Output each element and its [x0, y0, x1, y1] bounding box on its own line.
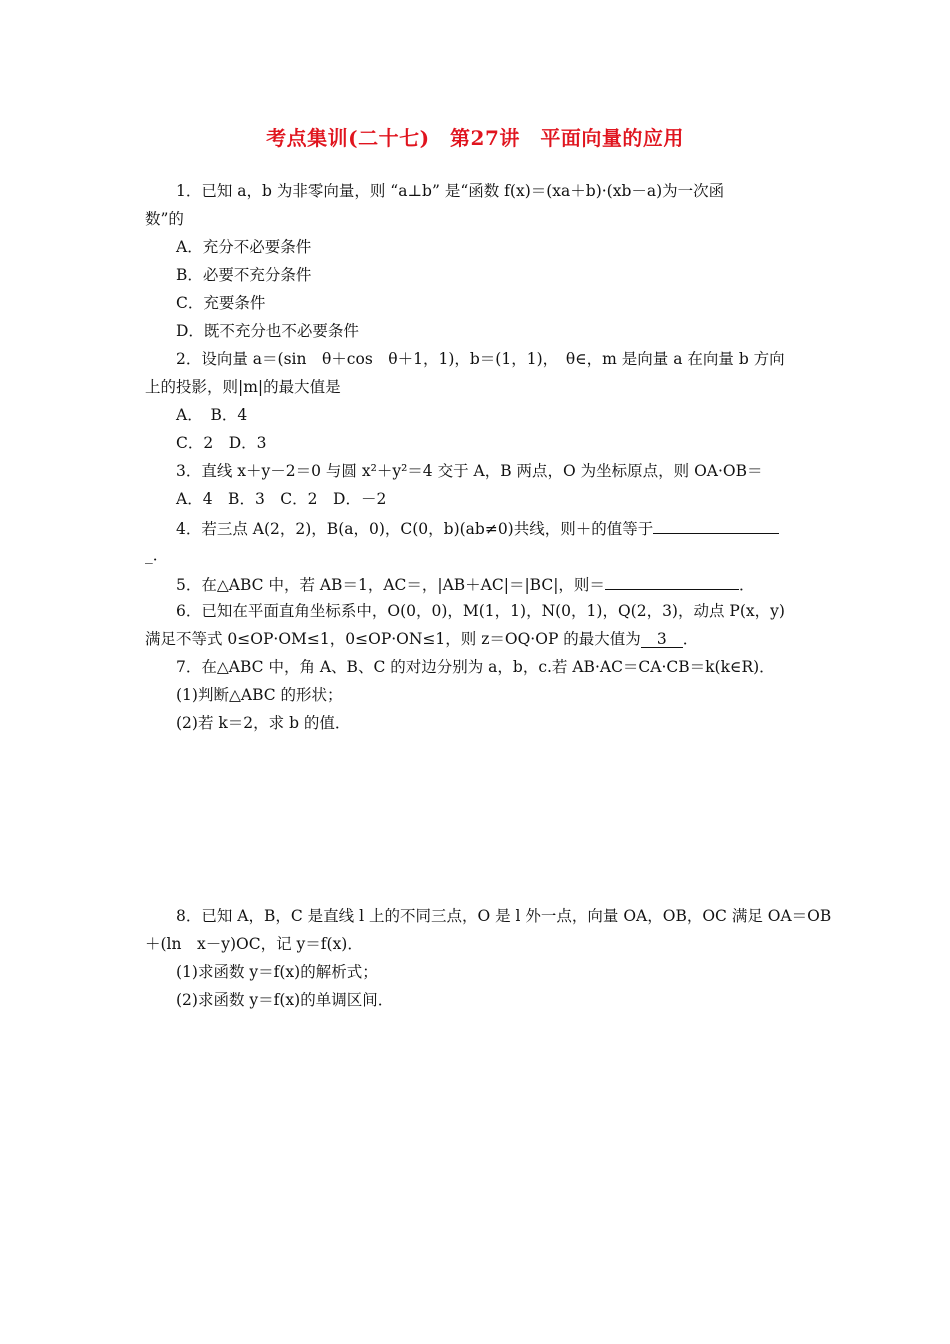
q7-part1: (1)判断△ABC 的形状； — [176, 686, 343, 704]
q6-stem-line2 — [145, 629, 698, 649]
q5-stem: 5．在△ABC 中，若 AB＝1，AC＝，|AB＋AC|＝|BC|，则＝ — [176, 576, 605, 594]
q6-stem-pre: 满足不等式 0≤OP·OM≤1，0≤OP·ON≤1，则 z＝OQ·OP 的最大值为 — [145, 630, 641, 648]
q2-stem-line2: 上的投影，则|m|的最大值是 — [145, 378, 341, 396]
q7-part2: (2)若 k＝2，求 b 的值． — [176, 714, 351, 732]
q2-stem-line1: 2．设向量 a＝(sin θ＋cos θ＋1，1)，b＝(1，1)， θ∈，m 是向量 a 在向量 b 方向 — [176, 350, 785, 368]
q2-options-line2: C．2 D．3 — [176, 434, 267, 452]
q1-option-c: C．充要条件 — [176, 294, 266, 312]
q6-stem-line1: 6．已知在平面直角坐标系中，O(0，0)，M(1，1)，N(0，1)，Q(2，3)，动点 P(x，y) — [176, 602, 785, 620]
q1-stem-line1: 1．已知 a，b 为非零向量，则 “a⊥b” 是“函数 f(x)＝(xa＋b)·(xb－a)为一次函 — [176, 182, 725, 200]
q6-stem-post: ． — [682, 630, 699, 648]
q1-option-b: B．必要不充分条件 — [176, 266, 312, 284]
q3-stem: 3．直线 x＋y－2＝0 与圆 x²＋y²＝4 交于 A，B 两点，O 为坐标原点，则 OA·OB＝ — [176, 462, 763, 480]
q8-stem-line2: ＋(ln x－y)OC，记 y＝f(x)． — [145, 935, 363, 953]
q1-option-a: A．充分不必要条件 — [176, 238, 312, 256]
q5-stem-line — [176, 573, 754, 595]
q1-option-d: D．既不充分也不必要条件 — [176, 322, 359, 340]
q5-tail: ． — [738, 576, 755, 594]
q8-part1: (1)求函数 y＝f(x)的解析式； — [176, 963, 378, 981]
q4-stem: 4．若三点 A(2，2)，B(a，0)，C(0，b)(ab≠0)共线，则＋的值等于 — [176, 520, 654, 538]
q4-tail: _． — [145, 546, 169, 564]
q8-stem-line1: 8．已知 A，B，C 是直线 l 上的不同三点，O 是 l 外一点，向量 OA，OB，OC 满足 OA＝OB — [176, 907, 832, 925]
q6-answer: 3 — [641, 629, 683, 648]
q4-stem-line — [176, 517, 779, 539]
q4-answer-blank — [653, 517, 779, 534]
q7-stem: 7．在△ABC 中，角 A、B、C 的对边分别为 a，b，c.若 AB·AC＝CA·CB＝k(k∈R)． — [176, 658, 775, 676]
q8-part2: (2)求函数 y＝f(x)的单调区间． — [176, 991, 394, 1009]
q2-options-line1: A． B．4 — [176, 406, 248, 424]
q1-stem-line2: 数”的 — [145, 210, 184, 228]
page-title: 考点集训(二十七) 第27讲 平面向量的应用 — [266, 126, 684, 150]
q5-answer-blank — [605, 573, 739, 590]
q3-options: A．4 B．3 C．2 D．－2 — [176, 490, 387, 508]
